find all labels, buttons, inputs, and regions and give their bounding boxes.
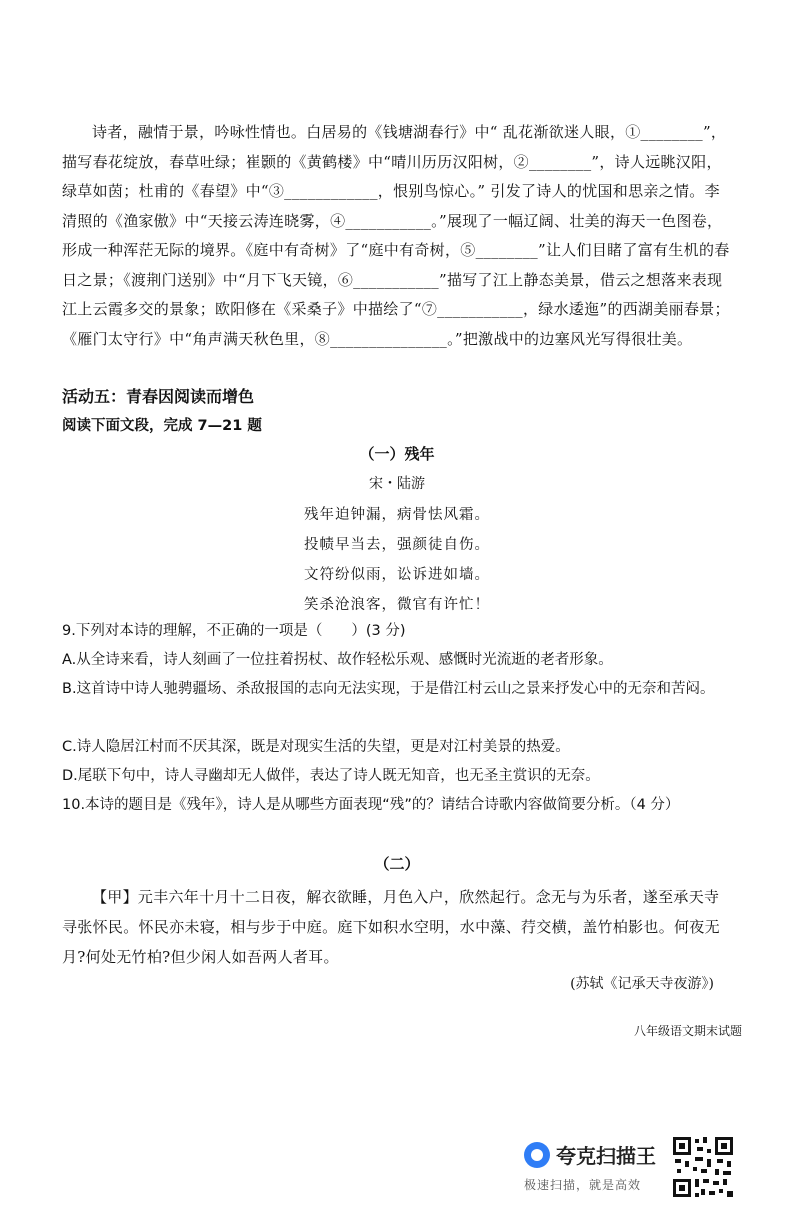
brand-name: 夸克扫描王	[556, 1144, 656, 1168]
poem-line: 文符纷似雨，讼诉进如墙。	[304, 567, 490, 583]
question-9-option-b: B.这首诗中诗人驰骋疆场、杀敌报国的志向无法实现，于是借江村云山之景来抒发心中的无奈和苦闷。	[62, 681, 715, 697]
reading-instruction: 阅读下面文段，完成 7—21 题	[62, 418, 262, 434]
poem-author: 宋・陆游	[369, 476, 425, 492]
passage-source: (苏轼《记承天寺夜游》)	[570, 976, 714, 992]
classical-passage: 【甲】元丰六年十月十二日夜，解衣欲睡，月色入户，欣然起行。念无与为乐者，遂至承天寺寻张怀民。怀民亦未寝，相与步于中庭。庭下如积水空明，水中藻、荇交横，盖竹柏影也。何夜无月?何处无竹柏?但少闲人如吾两人者耳。	[62, 888, 720, 966]
quark-logo-icon	[524, 1142, 550, 1168]
question-9-option-a: A.从全诗来看，诗人刻画了一位拄着拐杖、故作轻松乐观、感慨时光流逝的老者形象。	[62, 652, 613, 668]
question-9-stem: 9.下列对本诗的理解，不正确的一项是（ ）(3 分)	[62, 623, 406, 639]
poem-section-title: （一）残年	[359, 445, 435, 463]
question-10: 10.本诗的题目是《残年》，诗人是从哪些方面表现“残”的？请结合诗歌内容做简要分析。（4 分）	[62, 797, 680, 813]
scanner-watermark	[524, 1140, 669, 1200]
poem-line: 笑杀沧浪客，微官有许忙！	[304, 597, 490, 613]
activity-title: 活动五：青春因阅读而增色	[62, 387, 255, 406]
qr-code-icon	[671, 1135, 735, 1199]
intro-paragraph: 诗者，融情于景，吟咏性情也。白居易的《钱塘湖春行》中“ 乱花渐欲迷人眼，①________”，描写春花绽放，春草吐绿；崔颢的《黄鹤楼》中“晴川历历汉阳树，②________”，诗人远眺汉阳，绿草如茵；杜甫的《春望》中“③____________，恨别鸟惊心。” 引发了诗人的忧国和思亲之情。李清照的《渔家傲》中“天接云涛连晓雾，④___________。”展现了一幅辽阔、壮美的海天一色图卷，形成一种浑茫无际的境界。《庭中有奇树》了“庭中有奇树，⑤________”让人们目睹了富有生机的春日之景；《渡荆门送别》中“月下飞天镜，⑥___________”描写了江上静态美景，借云之想落来表现江上云霞多交的景象；欧阳修在《采桑子》中描绘了“⑦___________，绿水逶迤”的西湖美丽春景；《雁门太守行》中“角声满天秋色里，⑧_______________。”把激战中的边塞风光写得很壮美。	[62, 123, 730, 348]
exam-title: 八年级语文期末试题	[633, 1024, 742, 1038]
question-9-option-c: C.诗人隐居江村而不厌其深，既是对现实生活的失望，更是对江村美景的热爱。	[62, 739, 570, 755]
brand-slogan: 极速扫描，就是高效	[524, 1178, 642, 1192]
poem-line: 残年迫钟漏，病骨怯风霜。	[304, 507, 490, 523]
poem-line: 投帻早当去，强颜徒自伤。	[304, 537, 490, 553]
question-9-option-d: D.尾联下句中，诗人寻幽却无人做伴，表达了诗人既无知音，也无圣主赏识的无奈。	[62, 768, 600, 784]
section-2-title: （二）	[374, 855, 420, 873]
